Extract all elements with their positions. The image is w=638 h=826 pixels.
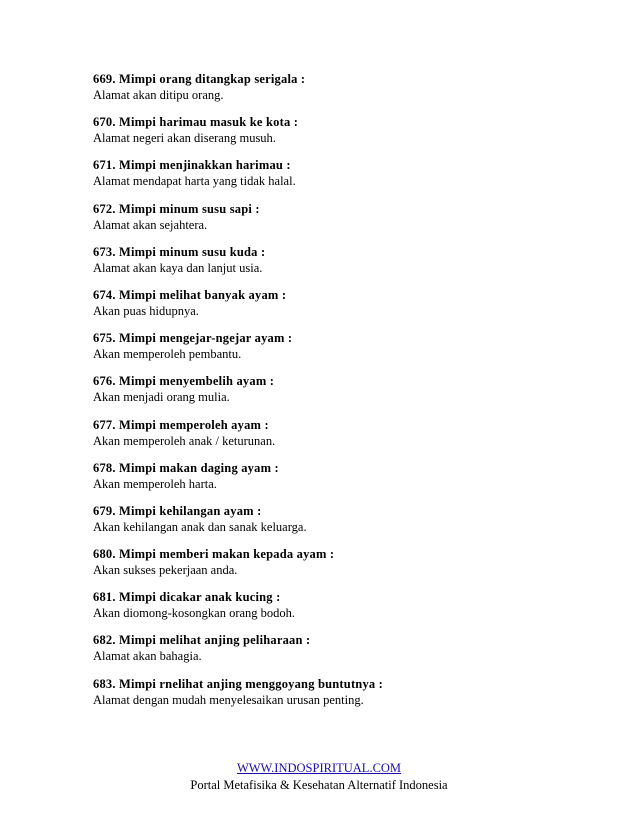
entry-meaning: Akan menjadi orang mulia. xyxy=(93,390,230,405)
dream-entry xyxy=(93,244,593,287)
entry-title: 682. Mimpi melihat anjing peliharaan : xyxy=(93,633,311,648)
entry-title: 670. Mimpi harimau masuk ke kota : xyxy=(93,115,299,130)
dream-entry xyxy=(93,330,593,373)
dream-entry xyxy=(93,503,593,546)
entry-title: 679. Mimpi kehilangan ayam : xyxy=(93,503,262,518)
entry-title: 674. Mimpi melihat banyak ayam : xyxy=(93,287,287,302)
entry-meaning: Akan sukses pekerjaan anda. xyxy=(93,563,238,578)
entry-meaning: Alamat akan sejahtera. xyxy=(93,217,208,232)
entry-meaning: Alamat akan kaya dan lanjut usia. xyxy=(93,260,263,275)
entry-title: 671. Mimpi menjinakkan harimau : xyxy=(93,158,291,173)
dream-entry xyxy=(93,589,593,632)
entry-meaning: Alamat mendapat harta yang tidak halal. xyxy=(93,174,296,189)
entry-title: 680. Mimpi memberi makan kepada ayam : xyxy=(93,547,335,562)
entry-meaning: Alamat akan bahagia. xyxy=(93,649,202,664)
entry-meaning: Akan puas hidupnya. xyxy=(93,303,199,318)
entry-meaning: Akan diomong-kosongkan orang bodoh. xyxy=(93,606,296,621)
dream-entry xyxy=(93,460,593,503)
entry-title: 681. Mimpi dicakar anak kucing : xyxy=(93,590,281,605)
dream-entry xyxy=(93,287,593,330)
dream-entry xyxy=(93,676,593,719)
entry-title: 672. Mimpi minum susu sapi : xyxy=(93,201,260,216)
entry-meaning: Alamat negeri akan diserang musuh. xyxy=(93,131,276,146)
entry-title: 678. Mimpi makan daging ayam : xyxy=(93,460,279,475)
entry-meaning: Akan kehilangan anak dan sanak keluarga. xyxy=(93,519,307,534)
entry-meaning: Alamat dengan mudah menyelesaikan urusan penting. xyxy=(93,692,364,707)
dream-entry xyxy=(93,417,593,460)
entry-title: 673. Mimpi minum susu kuda : xyxy=(93,244,266,259)
dream-entry xyxy=(93,546,593,589)
entry-meaning: Alamat akan ditipu orang. xyxy=(93,88,224,102)
entry-meaning: Akan memperoleh harta. xyxy=(93,476,217,491)
dream-entry xyxy=(93,201,593,244)
entry-title: 683. Mimpi rnelihat anjing menggoyang buntutnya : xyxy=(93,676,384,691)
dream-entry xyxy=(93,632,593,675)
dream-entry xyxy=(93,71,593,114)
entry-title: 669. Mimpi orang ditangkap serigala : xyxy=(93,72,306,86)
entry-meaning: Akan memperoleh pembantu. xyxy=(93,347,242,362)
entry-title: 675. Mimpi mengejar-ngejar ayam : xyxy=(93,331,293,346)
entry-title: 677. Mimpi memperoleh ayam : xyxy=(93,417,269,432)
dream-entry xyxy=(93,157,593,200)
page-footer xyxy=(0,760,638,793)
website-link[interactable]: WWW.INDOSPIRITUAL.COM xyxy=(236,761,402,775)
dream-entry-list xyxy=(93,71,593,719)
dream-entry xyxy=(93,373,593,416)
entry-title: 676. Mimpi menyembelih ayam : xyxy=(93,374,275,389)
dream-entry xyxy=(93,114,593,157)
footer-tagline: Portal Metafisika & Kesehatan Alternatif Indonesia xyxy=(190,778,448,792)
entry-meaning: Akan memperoleh anak / keturunan. xyxy=(93,433,276,448)
